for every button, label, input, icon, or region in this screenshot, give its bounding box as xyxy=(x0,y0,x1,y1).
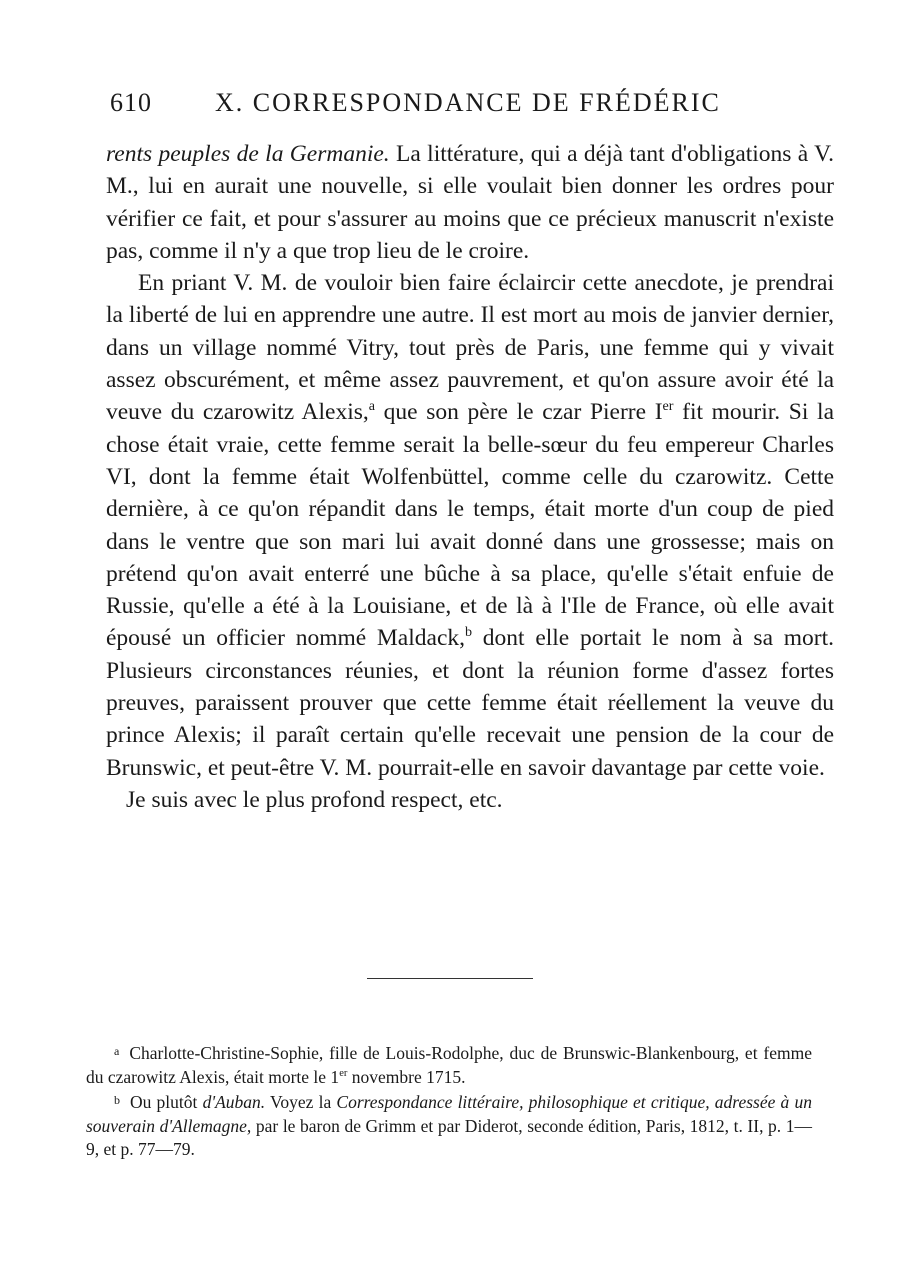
footnote-b xyxy=(86,1089,812,1162)
paragraph-2 xyxy=(106,267,834,784)
running-header xyxy=(110,88,820,124)
paragraph-2-part-2: que son père le czar Pierre I xyxy=(375,399,663,426)
paragraph-2-part-4: dont elle portait le nom à sa mort. Plusieurs circonstances réunies, et dont la réunion forme d'assez fortes preuves, paraissent prouver que cette femme était réellement la veuve du prince Alexis; il paraît certain qu'elle recevait une pension de la cour de Brunswic, et peut-être V. M. pourrait-elle en savoir davantage par cette voie. xyxy=(106,625,835,781)
footnote-a-text-2: novembre 1715. xyxy=(347,1066,466,1087)
paragraph-1-text: La littérature, qui a déjà tant d'obligations à V. M., lui en aurait une nouvelle, si elle voulait bien donner les ordres pour vérifier ce fait, et pour s'assurer au moins que ce précieux manuscrit n'existe pas, comme il n'y a que trop lieu de le croire. xyxy=(106,141,834,264)
footnote-b-text-2: Voyez la xyxy=(265,1092,337,1112)
main-text xyxy=(106,138,834,816)
footnote-a-text-1: Charlotte-Christine-Sophie, fille de Louis-Rodolphe, duc de Brunswic-Blankenbourg, et femme du czarowitz Alexis, était morte le 1 xyxy=(86,1043,812,1087)
italic-lead: rents peuples de la Germanie. xyxy=(106,141,390,167)
running-title: X. CORRESPONDANCE DE FRÉDÉRIC xyxy=(215,88,721,117)
footnote-ref-b: b xyxy=(465,624,473,641)
footnote-a-ordinal: er xyxy=(339,1067,348,1079)
footnote-b-italic-2: Correspondance littéraire, philosophique et critique, adressée à un souverain d'Allemagne, xyxy=(86,1092,812,1136)
footnote-a xyxy=(86,1040,812,1089)
footnote-a-mark: a xyxy=(114,1044,120,1058)
footnote-b-text-3: par le baron de Grimm et par Diderot, seconde édition, Paris, 1812, t. II, p. 1—9, et p. 77—79. xyxy=(86,1115,812,1159)
footnote-b-mark: b xyxy=(114,1093,120,1107)
footnote-divider xyxy=(367,978,533,979)
footnotes xyxy=(86,1040,812,1162)
paragraph-2-part-1: En priant V. M. de vouloir bien faire éclaircir cette anecdote, je prendrai la liberté de lui en apprendre une autre. Il est mort au mois de janvier dernier, dans un village nommé Vitry, tout près de Paris, une femme qui y vivait assez obscurément, et même assez pauvrement, et qu'on assure avoir été la veuve du czarowitz Alexis, xyxy=(106,270,834,426)
closing-line: Je suis avec le plus profond respect, etc. xyxy=(126,786,503,813)
footnote-ref-a: a xyxy=(368,398,376,415)
ordinal-superscript: er xyxy=(662,398,674,415)
footnote-b-italic-1: d'Auban. xyxy=(202,1092,266,1112)
page-number: 610 xyxy=(110,88,152,117)
paragraph-1 xyxy=(106,138,834,267)
footnote-b-text-1: Ou plutôt xyxy=(130,1092,203,1112)
paragraph-2-part-3: fit mourir. Si la chose était vraie, cette femme serait la belle-sœur du feu empereur Charles VI, dont la femme était Wolfenbüttel, comme celle du czarowitz. Cette dernière, à ce qu'on répandit dans le temps, était morte d'un coup de pied dans le ventre que son mari lui avait donné dans une grossesse; mais on prétend qu'on avait enterré une bûche à sa place, qu'elle s'était enfuie de Russie, qu'elle a été à la Louisiane, et de là à l'Ile de France, où elle avait épousé un officier nommé Maldack, xyxy=(106,399,835,652)
